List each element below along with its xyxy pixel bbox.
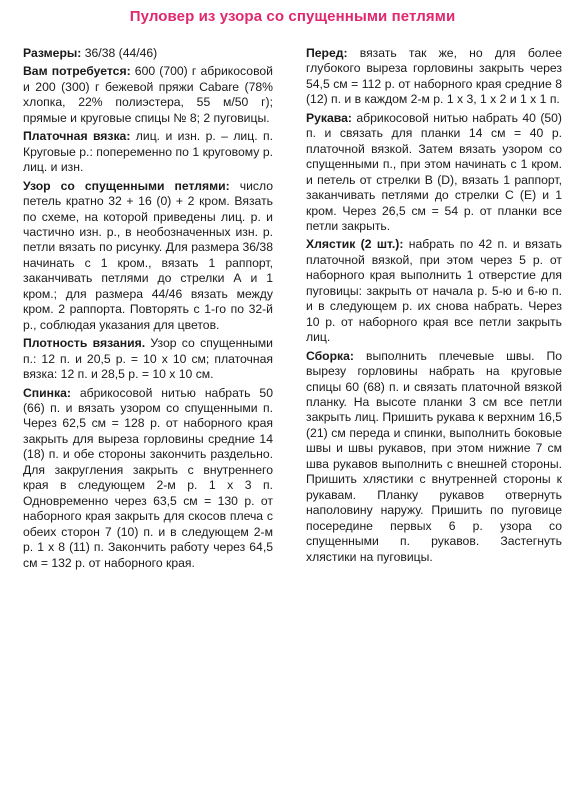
paragraph-materials xyxy=(23,64,273,126)
text-gauge: Узор со спущенными п.: 12 п. и 20,5 р. = 10 х 10 см; платочная вязка: 12 п. и 28,5 р. = 10 х 10 см. xyxy=(23,336,273,382)
label-materials: Вам потребуется: xyxy=(23,64,131,79)
left-column xyxy=(23,46,273,574)
label-gauge: Плотность вязания. xyxy=(23,336,146,351)
paragraph-tabs xyxy=(306,237,562,345)
label-assembly: Сборка: xyxy=(306,348,354,363)
paragraph-garter-stitch xyxy=(23,129,273,175)
text-dropped-stitch-pattern: число петель кратно 32 + 16 (0) + 2 кром. Вязать по схеме, на которой приведены лиц. р. и частично изн. р., в необозначенных изн. р. петли вязать по рисунку. Для размера 36/38 начинать с 1 кром., вязать 1 раппорт, заканчивать петлями до стрелки А и 1 кром.; для размера 44/46 вязать между кром. 2 раппорта. Повторять с 1-го по 32-й р., соблюдая указания для цветов. xyxy=(23,178,273,332)
label-back: Спинка: xyxy=(23,385,71,400)
label-dropped-stitch-pattern: Узор со спущенными петлями: xyxy=(23,178,230,193)
right-column xyxy=(306,46,562,568)
label-sizes: Размеры: xyxy=(23,46,82,60)
label-front: Перед: xyxy=(306,46,348,60)
paragraph-sleeves xyxy=(306,111,562,235)
paragraph-gauge xyxy=(23,336,273,382)
paragraph-back xyxy=(23,386,273,571)
page-title: Пуловер из узора со спущенными петлями xyxy=(129,8,456,25)
label-sleeves: Рукава: xyxy=(306,110,352,125)
paragraph-front xyxy=(306,46,562,108)
text-assembly: выполнить плечевые швы. По вырезу горловины набрать на круговые спицы 60 (68) п. и связать платочной вязкой планку. На высоте планки 3 см все петли закрыть лиц. Пришить рукава к верхним 16,5 (21) см переда и спинки, выполнить боковые швы и швы рукавов, при этом нижние 7 см шва рукавов выполнить с внешней стороны. Пришить хлястики с внутренней стороны к рукавам. Планку рукавов отвернуть наполовину наружу. Пришить по пуговице посередине первых 6 р. узора со спущенными п. рукавов. Застегнуть хлястики на пуговицы. xyxy=(306,348,562,564)
text-materials: 600 (700) г абрикосовой и 200 (300) г бежевой пряжи Cabare (78% хлопка, 22% полиэстера, 55 м/50 г); прямые и круговые спицы № 8; 2 пуговицы. xyxy=(23,64,273,125)
label-garter-stitch: Платочная вязка: xyxy=(23,129,131,144)
text-front: вязать так же, но для более глубокого выреза горловины закрыть через 54,5 см = 112 р. от наборного края средние 8 (12) п. и в каждом 2-м р. 1 х 3, 1 х 2 и 1 х 1 п. xyxy=(306,46,562,107)
text-tabs: набрать по 42 п. и вязать платочной вязкой, при этом через 5 р. от наборного края выполнить 1 отверстие для пуговицы: закрыть от начала р. 5-ю и 6-ю п. и в следующем р. их снова набрать. Через 10 р. от наборного края все петли закрыть лиц. xyxy=(306,237,562,345)
text-sizes: 36/38 (44/46) xyxy=(81,46,158,60)
paragraph-assembly xyxy=(306,349,562,565)
text-garter-stitch: лиц. и изн. р. – лиц. п. Круговые р.: попеременно по 1 круговому р. лиц. и изн. xyxy=(23,129,273,175)
paragraph-sizes xyxy=(23,46,273,61)
text-back: абрикосовой нитью набрать 50 (66) п. и вязать узором со спущенными п. Через 62,5 см = 128 р. от наборного края закрыть для выреза горловины средние 14 (18) п. и обе стороны закончить раздельно. Для закругления закрыть с внутреннего края в следующем 2-м р. 1 х 3 п. Одновременно через 63,5 см = 130 р. от наборного края закрыть для скосов плеча с обеих сторон 7 (10) п. и в следующем 2-м р. 1 х 8 (11) п. Закончить работу через 64,5 см = 132 р. от наборного края. xyxy=(23,385,273,570)
paragraph-dropped-stitch-pattern xyxy=(23,179,273,334)
text-sleeves: абрикосовой нитью набрать 40 (50) п. и связать для планки 14 см = 40 р. платочной вязкой. Затем вязать узором со спущенными п., при этом начинать с 1 кром. и петель от стрелки В (D), вязать 1 раппорт, заканчивать петлями до стрелки С (Е) и 1 кром. Через 26,5 см = 54 р. от планки все петли закрыть. xyxy=(306,110,562,233)
label-tabs: Хлястик (2 шт.): xyxy=(306,237,404,252)
